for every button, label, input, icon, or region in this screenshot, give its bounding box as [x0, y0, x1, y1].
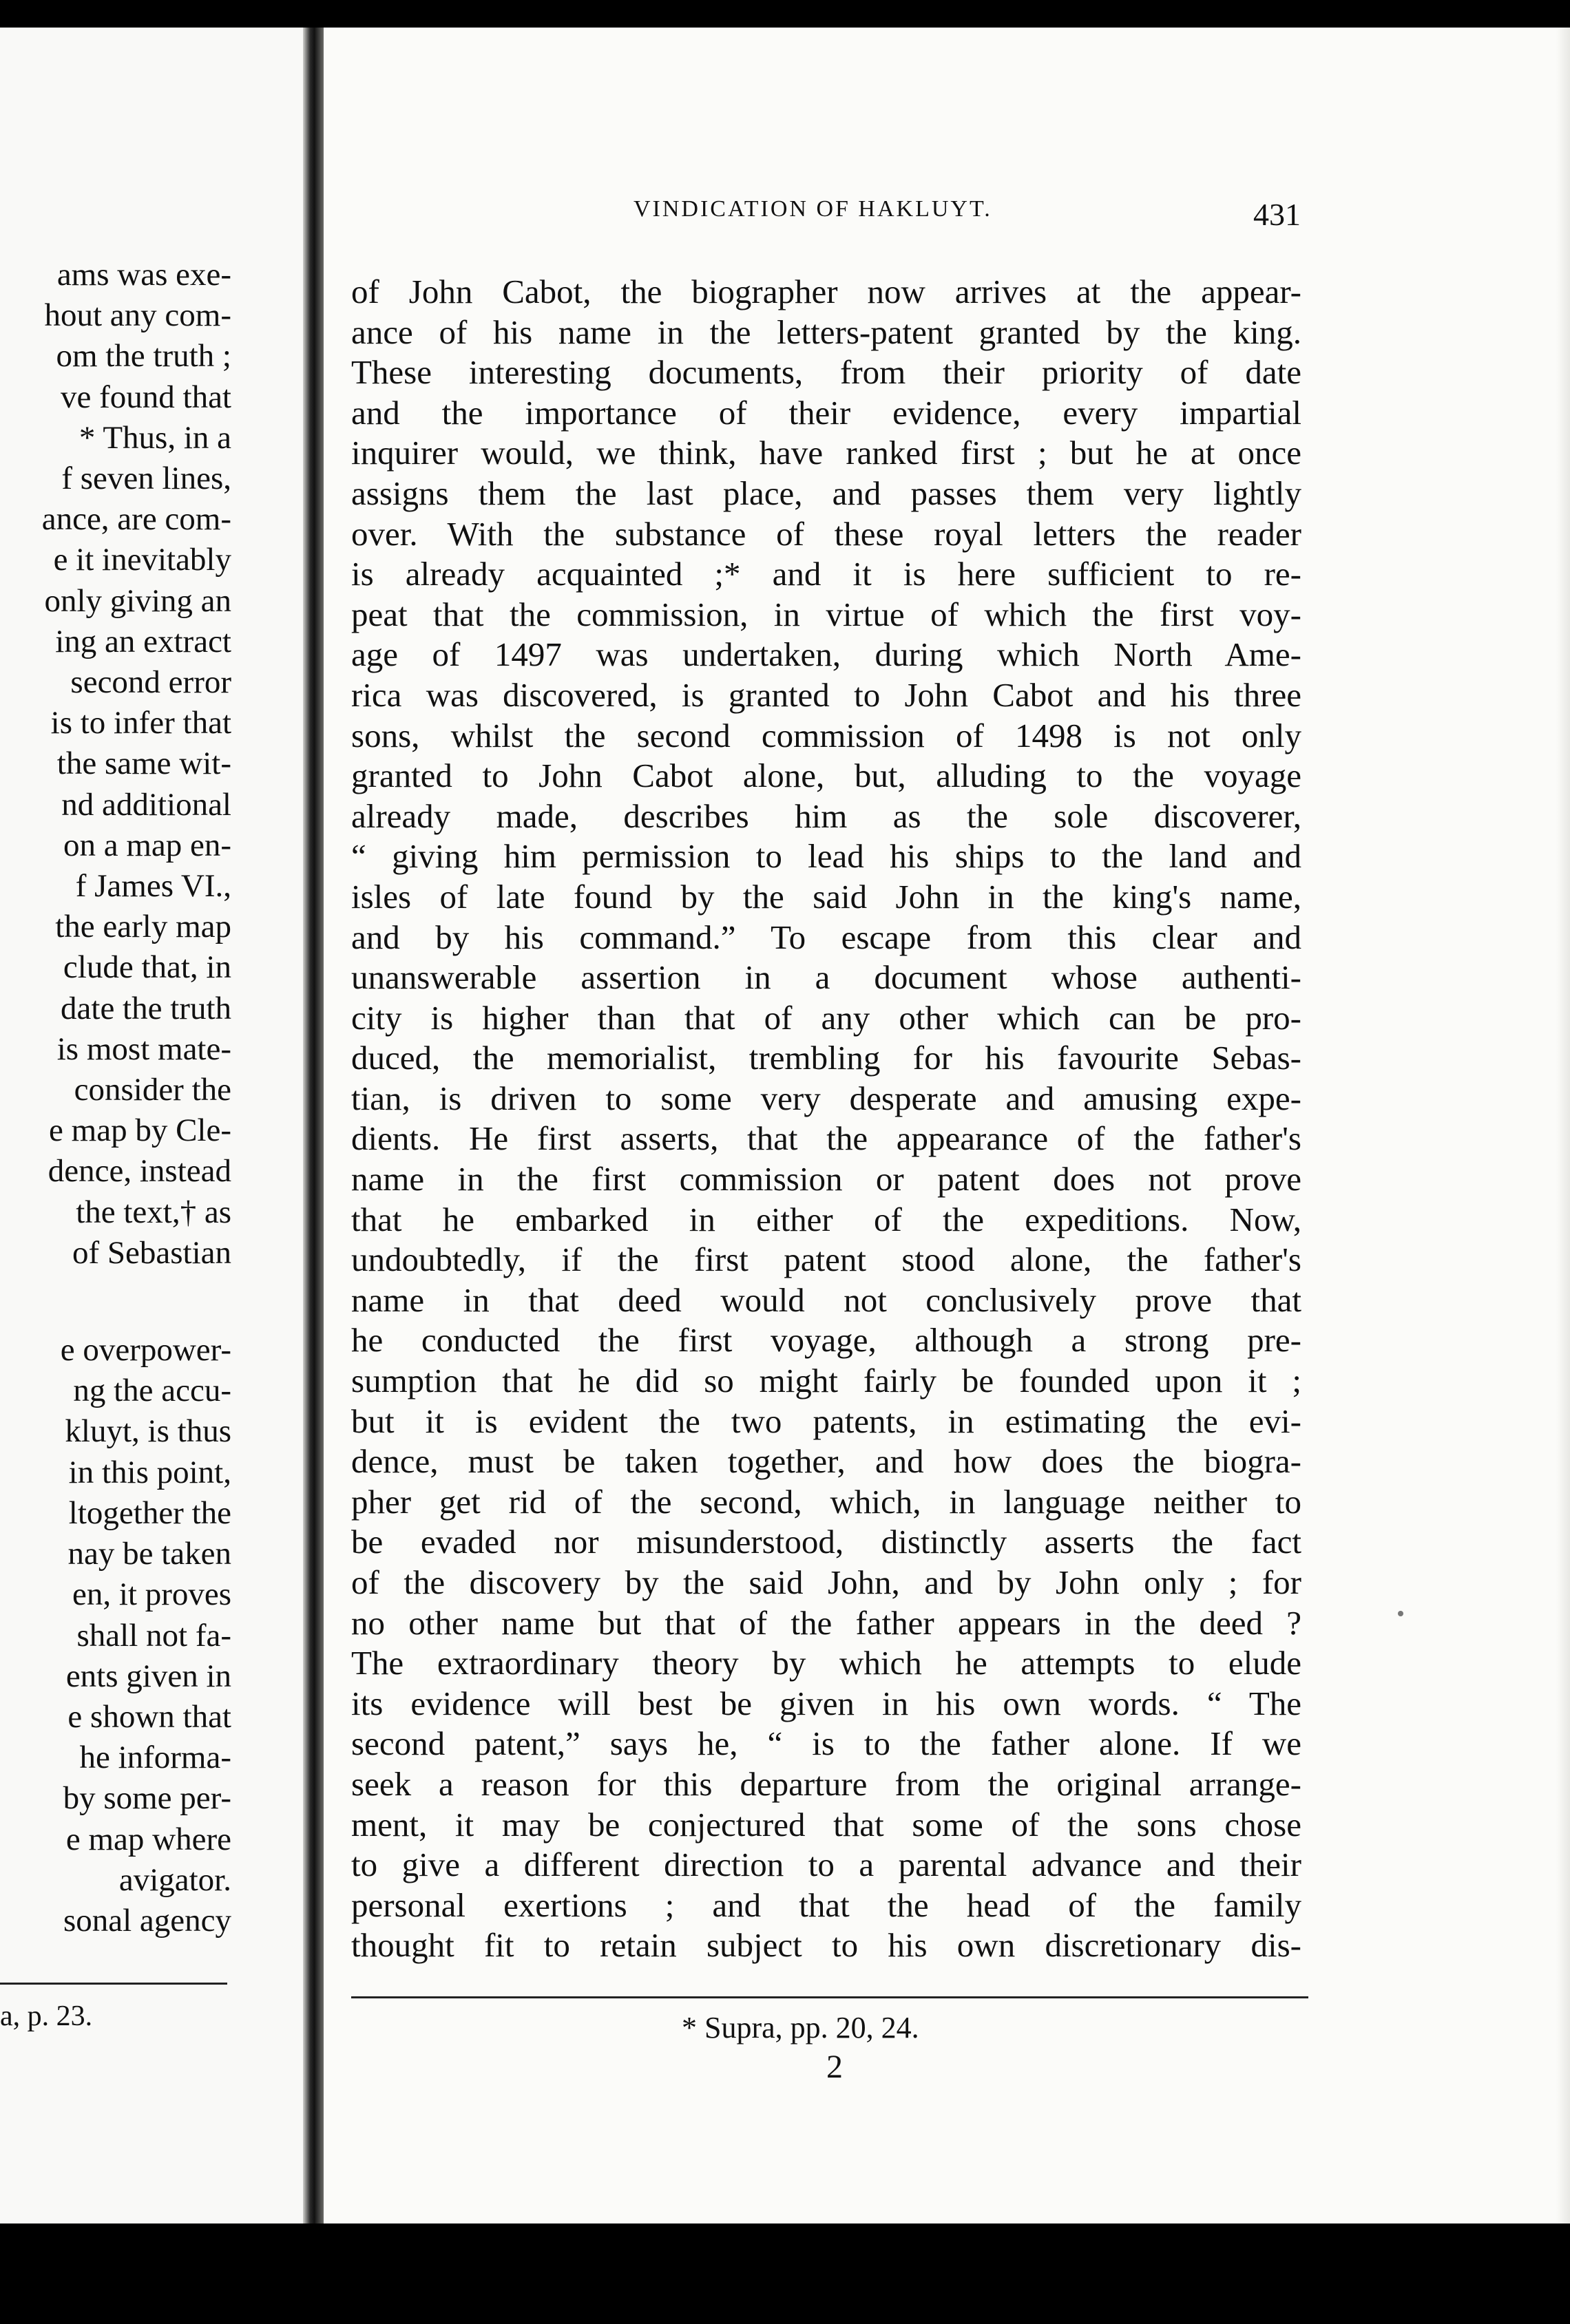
left-text-line: in this point,: [68, 1454, 231, 1490]
left-footnote-rule: [0, 1983, 227, 1985]
left-text-line: second error: [70, 664, 231, 701]
left-text-line: en, it proves: [72, 1576, 231, 1613]
body-text-line: to give a different direction to a parental advance and their: [351, 1846, 1301, 1884]
body-text-line: pher get rid of the second, which, in language neither to: [351, 1482, 1301, 1521]
body-text-line: The extraordinary theory by which he attempts to elude: [351, 1644, 1301, 1682]
body-text-line: its evidence will best be given in his own words. “ The: [351, 1684, 1301, 1722]
body-text-line: name in the first commission or patent does not prove: [351, 1160, 1301, 1198]
body-text: [351, 272, 1301, 1966]
body-text-line: assigns them the last place, and passes them very lightly: [351, 474, 1301, 512]
left-text-line: f James VI.,: [75, 868, 231, 905]
left-text-line: by some per-: [63, 1780, 231, 1817]
left-text-line: dence, instead: [48, 1153, 231, 1190]
left-text-line: nay be taken: [67, 1536, 231, 1572]
running-head: VINDICATION OF HAKLUYT.: [634, 196, 992, 222]
body-text-line: already made, describes him as the sole discoverer,: [351, 796, 1301, 835]
body-text-line: ment, it may be conjectured that some of the sons chose: [351, 1805, 1301, 1844]
left-text-line: consider the: [74, 1072, 231, 1108]
body-text-line: of the discovery by the said John, and by John only ; for: [351, 1563, 1301, 1601]
left-text-line: ance, are com-: [41, 501, 231, 538]
body-text-line: seek a reason for this departure from the original arrange-: [351, 1764, 1301, 1803]
body-text-line: tian, is driven to some very desperate and amusing expe-: [351, 1079, 1301, 1117]
paragraph-gap: [0, 1274, 231, 1330]
left-text-line: ltogether the: [68, 1494, 231, 1531]
body-text-line: over. With the substance of these royal letters the reader: [351, 514, 1301, 553]
body-text-line: duced, the memorialist, trembling for his favourite Sebas-: [351, 1039, 1301, 1077]
left-text-line: only giving an: [44, 582, 231, 619]
page-number: 431: [1253, 197, 1301, 232]
left-text-line: * Thus, in a: [78, 419, 231, 456]
left-text-line: of Sebastian: [72, 1234, 231, 1271]
left-text-line: the text,† as: [76, 1194, 231, 1230]
body-text-line: sumption that he did so might fairly be founded upon it ;: [351, 1362, 1301, 1400]
footnote: * Supra, pp. 20, 24.: [682, 2011, 919, 2045]
left-text-line: on a map en-: [63, 827, 231, 863]
left-text-line: om the truth ;: [56, 338, 231, 374]
body-text-line: “ giving him permission to lead his ships to the land and: [351, 837, 1301, 876]
left-text-line: the same wit-: [56, 746, 231, 782]
body-text-line: peat that the commission, in virtue of which the first voy-: [351, 595, 1301, 633]
left-text-line: e shown that: [67, 1698, 231, 1735]
left-text-line: e overpower-: [60, 1332, 231, 1369]
left-text-line: avigator.: [118, 1861, 231, 1898]
left-page: [0, 28, 303, 2223]
body-text-line: and by his command.” To escape from this clear and: [351, 918, 1301, 956]
signature-mark: 2: [826, 2049, 843, 2085]
body-text-line: be evaded nor misunderstood, distinctly asserts the fact: [351, 1523, 1301, 1561]
left-footnote: a, p. 23.: [0, 2000, 93, 2032]
body-text-line: and the importance of their evidence, every impartial: [351, 393, 1301, 432]
body-text-line: age of 1497 was undertaken, during which North Ame-: [351, 635, 1301, 674]
body-text-line: personal exertions ; and that the head of the family: [351, 1885, 1301, 1924]
left-page-text: [0, 255, 231, 1941]
left-text-line: ents given in: [65, 1658, 231, 1694]
body-text-line: undoubtedly, if the first patent stood alone, the father's: [351, 1240, 1301, 1279]
body-text-line: These interesting documents, from their priority of date: [351, 353, 1301, 392]
body-text-line: inquirer would, we think, have ranked first ; but he at once: [351, 434, 1301, 472]
ink-speck: [1398, 1611, 1403, 1616]
left-text-line: sonal agency: [63, 1902, 231, 1939]
left-text-line: e map by Cle-: [49, 1112, 231, 1149]
body-text-line: unanswerable assertion in a document whose authenti-: [351, 958, 1301, 997]
body-text-line: granted to John Cabot alone, but, alluding to the voyage: [351, 757, 1301, 795]
left-text-line: kluyt, is thus: [65, 1413, 231, 1450]
left-text-line: clude that, in: [63, 949, 231, 986]
right-page: [324, 28, 1570, 2223]
body-text-line: no other name but that of the father appears in the deed ?: [351, 1603, 1301, 1642]
left-text-line: is most mate-: [56, 1031, 231, 1067]
body-text-line: is already acquainted ;* and it is here sufficient to re-: [351, 555, 1301, 593]
body-text-line: isles of late found by the said John in the king's name,: [351, 877, 1301, 916]
left-text-line: ing an extract: [55, 623, 231, 659]
body-text-line: that he embarked in either of the expeditions. Now,: [351, 1200, 1301, 1238]
body-text-line: dients. He first asserts, that the appearance of the father's: [351, 1119, 1301, 1158]
left-text-line: f seven lines,: [61, 461, 231, 497]
body-text-line: name in that deed would not conclusively prove that: [351, 1280, 1301, 1319]
scan-top-border: [0, 0, 1570, 21]
scan-bottom-border: [0, 2223, 1570, 2324]
left-text-line: e it inevitably: [53, 542, 231, 578]
body-text-line: of John Cabot, the biographer now arrives at the appear-: [351, 273, 1301, 310]
body-text-line: second patent,” says he, “ is to the father alone. If we: [351, 1724, 1301, 1763]
body-text-line: thought fit to retain subject to his own discretionary dis-: [351, 1926, 1301, 1965]
book-spine: [303, 28, 324, 2223]
page-edge-shadow: [1556, 28, 1570, 2223]
left-text-line: ng the accu-: [73, 1373, 231, 1409]
left-text-line: he informa-: [79, 1740, 231, 1776]
left-text-line: ve found that: [61, 379, 231, 415]
body-text-line: rica was discovered, is granted to John Cabot and his three: [351, 675, 1301, 714]
left-text-line: e map where: [65, 1821, 231, 1857]
left-text-line: is to infer that: [50, 705, 231, 741]
footnote-rule: [351, 1996, 1308, 1998]
left-text-line: date the truth: [61, 990, 231, 1026]
left-text-line: the early map: [55, 909, 231, 945]
body-text-line: city is higher than that of any other which can be pro-: [351, 998, 1301, 1037]
body-text-line: he conducted the first voyage, although a strong pre-: [351, 1321, 1301, 1360]
left-text-line: ams was exe-: [56, 257, 231, 293]
body-text-line: but it is evident the two patents, in estimating the evi-: [351, 1402, 1301, 1440]
left-text-line: hout any com-: [44, 297, 231, 334]
body-text-line: dence, must be taken together, and how does the biogra-: [351, 1442, 1301, 1481]
left-text-line: shall not fa-: [76, 1617, 231, 1654]
body-text-line: ance of his name in the letters-patent granted by the king.: [351, 313, 1301, 351]
left-text-line: nd additional: [61, 786, 231, 823]
body-text-line: sons, whilst the second commission of 1498 is not only: [351, 716, 1301, 754]
